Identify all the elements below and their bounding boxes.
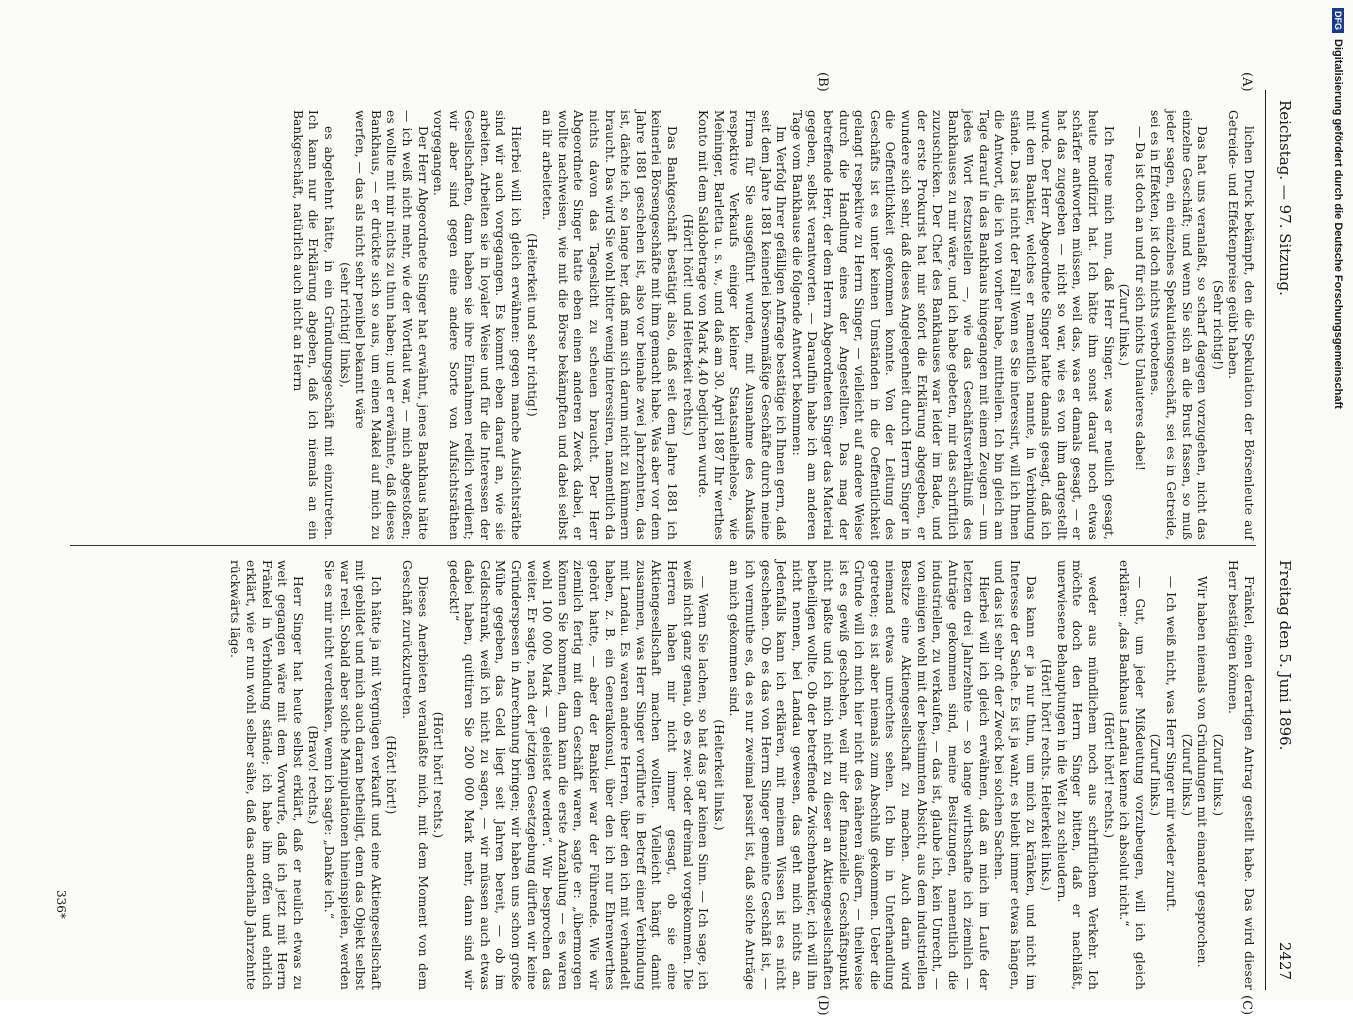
paragraph: (Heiterkeit links.) bbox=[711, 719, 726, 831]
paragraph: (Hört! hört!) bbox=[384, 735, 399, 815]
paragraph: Ich hätte ja mit Vergnügen verkauft und eine Aktiengesellschaft mit gebildet und mich auch daran betheiligt, denn das Objekt selbst war reell. Sobald aber solche Manipulationen hineinspielen, werden Sie es mir nicht verdenken, wenn ich sagte: „Danke ich.“ bbox=[321, 560, 383, 990]
paragraph: Das Bankgeschäft bestätigt also, daß seit dem Jahre 1881 ich keinerlei Börsengeschäfte mit ihm gemacht habe. Was aber vor dem Jahre 1881 geschehen ist, also vor beinahe zwei Jahrzehnten, das ist, dächte ich, so lange her, daß man sich darum nicht zu kümmern braucht. Das wird Sie wohl bitter wenig interessiren, namentlich da nichts davon das Tageslicht zu scheuen braucht. Der Herr Abgeordnete Singer hatte eben einen anderen Zweck dabei, er wollte nachweisen, wie mit die Börse bekämpften und dabei selbst an ihr arbeiteten. bbox=[540, 110, 680, 540]
header-date: Freitag den 5. Juni 1896. bbox=[1276, 560, 1294, 751]
margin-mark-d: (D) bbox=[815, 995, 830, 1016]
paragraph: Der Herr Abgeordnete Singer hat erwähnt, jenes Bankhaus hätte — ich weiß nicht mehr, wie der Wortlaut war, — mich abgestoßen; es wollte mit mir nichts zu thun haben; und er erwähnte, daß dieses Bankhaus, — er drückte sich so aus, um einen Makel auf mich zu werfen, — das als nicht sehr penibel bekannt wäre bbox=[353, 110, 430, 540]
paragraph: Das hat uns veranlaßt, so scharf dagegen vorzugehen, nicht das einzelne Geschäft; und wenn Sie sich an die Brust fassen, so muß jeder sagen, ein einzelnes Spekulationsgeschäft, sei es in Getreide, sei es in Effekten, ist doch nichts verbotenes. bbox=[1148, 110, 1210, 540]
paragraph: (Hört! hört! rechts.) bbox=[431, 711, 446, 839]
paragraph: (Hört! hört! rechts.) bbox=[1101, 711, 1116, 839]
paragraph: (sehr richtig! links), bbox=[337, 262, 352, 388]
dfg-logo: DFG bbox=[1332, 8, 1344, 33]
paragraph: Dieses Anerbieten veranlaßte mich, mit dem Moment von dem Geschäft zurückzutreten. bbox=[399, 560, 430, 990]
paragraph: (Hört! hört! rechts. Heiterkeit links.) bbox=[1039, 658, 1054, 892]
paragraph: — Gut, um jeder Mißdeutung vorzubeugen, will ich gleich erklären: „das Bankhaus Landau kenne ich absolut nicht.“ bbox=[1117, 560, 1147, 990]
paragraph: Fränkel, einen derartigen Antrag gestellt habe. Das wird dieser Herr bestätigen können. bbox=[1226, 560, 1256, 990]
paragraph: — Da ist doch an und für sich nichts Unlauteres dabei! bbox=[1132, 126, 1147, 471]
footer-number: 336* bbox=[54, 890, 68, 919]
margin-mark-a: (A) bbox=[1239, 72, 1254, 92]
paragraph: — Ich weiß nicht, was Herr Singer mir wieder zuruft. bbox=[1164, 576, 1179, 912]
header-rule bbox=[1265, 90, 1266, 990]
paragraph: lichen Druck bekämpft, den die Spekulation der Börsenleute auf Getreide- und Effektenpreise geübt haben. bbox=[1226, 110, 1256, 540]
digitization-note: Digitalisierung gefördert durch die Deutsche Forschungsgemeinschaft bbox=[1332, 39, 1344, 409]
page-header bbox=[1270, 90, 1300, 990]
paragraph: weder aus mündlichem noch aus schriftlichem Verkehr. Ich möchte doch den Herrn Singer bitten, daß er nachläßt, unerwiesene Behauptungen in die Welt zu schleudern. bbox=[1054, 560, 1101, 990]
paragraph: Im Verfolg Ihrer gefälligen Anfrage bestätige ich Ihnen gern, daß seit dem Jahre 1881 keinerlei börsenmäßige Geschäfte durch meine Firma für Sie ausgeführt wurden, mit Ausnahme des Ankaufs respektive Verkaufs einiger kleiner Staatsanleihelose, wie Meininger, Barletta u. s. w., und daß am 30. April 1887 Ihr werthes Konto mit dem Saldobetrage von Mark 4,40 beglichen wurde. bbox=[696, 110, 789, 540]
paragraph: Hierbei will ich gleich erwähnen: gegen manche Aufsichtsräthe sind wir auch vorgegangen. Es kommt eben darauf an, wie sie arbeiten. Arbeiten sie in loyaler Weise und für die Interessen der Gesellschaften, dann haben sie ihre Einnahmen redlich verdient; wir aber sind gegen eine andere Sorte von Aufsichtsräthen vorgegangen. bbox=[431, 110, 524, 540]
paragraph: (Sehr richtig!) bbox=[1210, 279, 1225, 370]
margin-mark-c: (C) bbox=[1239, 995, 1254, 1016]
digitization-strip bbox=[1327, 8, 1349, 998]
paragraph: (Bravo! rechts.) bbox=[306, 725, 321, 825]
column-divider bbox=[70, 545, 1256, 546]
paragraph: Herr Singer hat heute selbst erklärt, daß er neulich etwas zu weit gegangen wäre mit dem Vorwurfe, daß ich jetzt mit Herrn Fränkel in Verbindung stände; ich habe ihm offen und ehrlich erklärt, wie er nun wohl selber sähe, daß das anderhalb Jahrzehnte rückwärts läge. bbox=[228, 560, 305, 990]
rotated-document-page bbox=[54, 72, 1300, 1016]
paragraph: Ich freue mich nun, daß Herr Singer, was er neulich gesagt, heute modifizirt hat. Ich hätte ihm sonst darauf noch etwas schärfer antworten müssen, weil das, was er damals gesagt, — er hat das zugegeben — nicht so war, wie es von ihm dargestellt wurde. Der Herr Abgeordnete Singer hatte damals gesagt, daß ich mit dem Bankier, welches er namentlich nannte, in Verbindung stände. Das ist nicht der Fall! Wenn es Sie interessirt, will ich Ihnen die Antwort, die ich von vorher habe, mittheilen. Ich bin gleich am Tage darauf in das Bankhaus hingegangen mit einem Zeugen — um jedes Wort festzustellen —, wie das Geschäftsverhältniß des Bankhauses zu mir wäre, und ich habe gebeten, mir das schriftlich zuzuschicken. Der Chef des Bankhauses war leider im Bade, und der erste Prokurist hat mir sofort die Erklärung abgegeben, er wundere sich sehr, daß dieses Angelegenheit durch Herrn Singer in die Oeffentlichkeit gekommen konnte. Von der Leitung des Geschäfts ist es unter keinen Umständen in die Oeffentlichkeit gelangt respektive zu Herrn Singer, — vielleicht auf andere Weise durch die Handlung eines der Angestellten. Das mag der betreffende Herr, der dem Herrn Abgeordneten Singer das Material gegeben, selbst verantworten. — Daraufhin habe ich am anderen Tage vom Bankhause die folgende Antwort bekommen: bbox=[789, 110, 1116, 540]
paragraph: Hierbei will ich gleich erwähnen, daß an mich im Laufe der letzten drei Jahrzehnte — so lange wirthschafte ich ziemlich — Anträge gekommen sind, meine Besitzungen, namentlich die industriellen, zu verkaufen, — das ist, glaube ich, kein Unrecht, — von einigen wohl mit der bestimmten Absicht, aus dem industriellen Besitze eine Aktiengesellschaft zu machen. Auch darin wird niemand etwas unrechtes sehen. Ich bin in Unterhandlung getreten; es ist aber niemals zum Abschluß gekommen. Ueber die Gründe will ich mich hier nicht des näheren äußern, — theilweise ist es gewiß geschehen, weil mir der finanzielle Geschäftspunkt nicht paßte und ich mich nicht zu dieser an Aktiengesellschaften betheiligen wollte. Ob der betreffende Zwischenbankier, ich will ihn nicht nennen, bei Landau gewesen, das geht mich nichts an. Jedenfalls kann ich erklären, mit meinem Wissen ist es nicht geschehen. Ob es das von Herrn Singer gemeinte Geschäft ist, — ich vermuthe es, da es nur zweimal passirt ist, daß solche Anträge an mich gekommen sind. bbox=[727, 560, 991, 990]
paragraph: (Zuruf links.) bbox=[1148, 733, 1163, 817]
paragraph: (Hört! hört! und Heiterkeit rechts.) bbox=[680, 213, 695, 437]
paragraph: Wir haben niemals von Gründungen mit einander gesprochen. bbox=[1195, 576, 1210, 968]
page-number: 2427 bbox=[1276, 941, 1294, 980]
paragraph: es abgelehnt hätte, in ein Gründungsgeschäft mit einzutreten. Ich kann nur die Erklärung abgeben, daß ich niemals an ein Bankgeschäft, natürlich auch nicht an Herrn bbox=[290, 110, 336, 540]
margin-mark-b: (B) bbox=[815, 72, 830, 92]
paragraph: (Zuruf links.) bbox=[1179, 733, 1194, 817]
paragraph: (Zuruf links.) bbox=[1117, 283, 1132, 367]
paragraph: (Heiterkeit und sehr richtig!) bbox=[524, 233, 539, 417]
text-column-left bbox=[289, 110, 1256, 540]
header-left: Reichstag. — 97. Sitzung. bbox=[1276, 100, 1294, 296]
paragraph: (Zuruf links.) bbox=[1210, 733, 1225, 817]
paragraph: Das kann er ja nur thun, um mich zu kränken, und nicht im Interesse der Sache. Es ist ja wahr, es bleibt immer etwas hängen, und das ist sehr oft der Zweck bei solchen Sachen. bbox=[992, 560, 1038, 990]
paragraph: — Wenn Sie lachen, so hat das gar keinen Sinn. — Ich sage, ich weiß nicht ganz genau, ob es zwei- oder dreimal vorgekommen. Die Herren haben mir nicht immer gesagt, ob sie eine Aktiengesellschaft machen wollten. Vielleicht hängt damit zusammen, was Herr Singer vorführte in Betreff einer Verbindung mit Landau. Es waren andere Herren, über den ich mit verhandelt haben, z. B. ein Generalkonsul, über den ich nur Ehrenwerthes gehört hatte, — aber der Bankier war der Führende. Wie wir ziemlich fertig mit dem Geschäft waren, sagte er: „übermorgen können Sie kommen, dann kann die erste Anzahlung — es waren wohl 100 000 Mark — geleistet werden“. Wir besprochen das weiter. Er sagte, nach der jetzigen Gesetzgebung dürften wir keine Gründerspesen in Anrechnung bringen; wir haben uns schon große Mühe gegeben, das Geld liegt seit Jahren bereit, — ob im Geldschrank, weiß ich nicht zu sagen, — wir müssen auch etwas dabei haben, quittiren Sie 200 000 Mark mehr, dann sind wir gedeckt!“ bbox=[446, 560, 711, 990]
text-column-right bbox=[227, 560, 1256, 990]
